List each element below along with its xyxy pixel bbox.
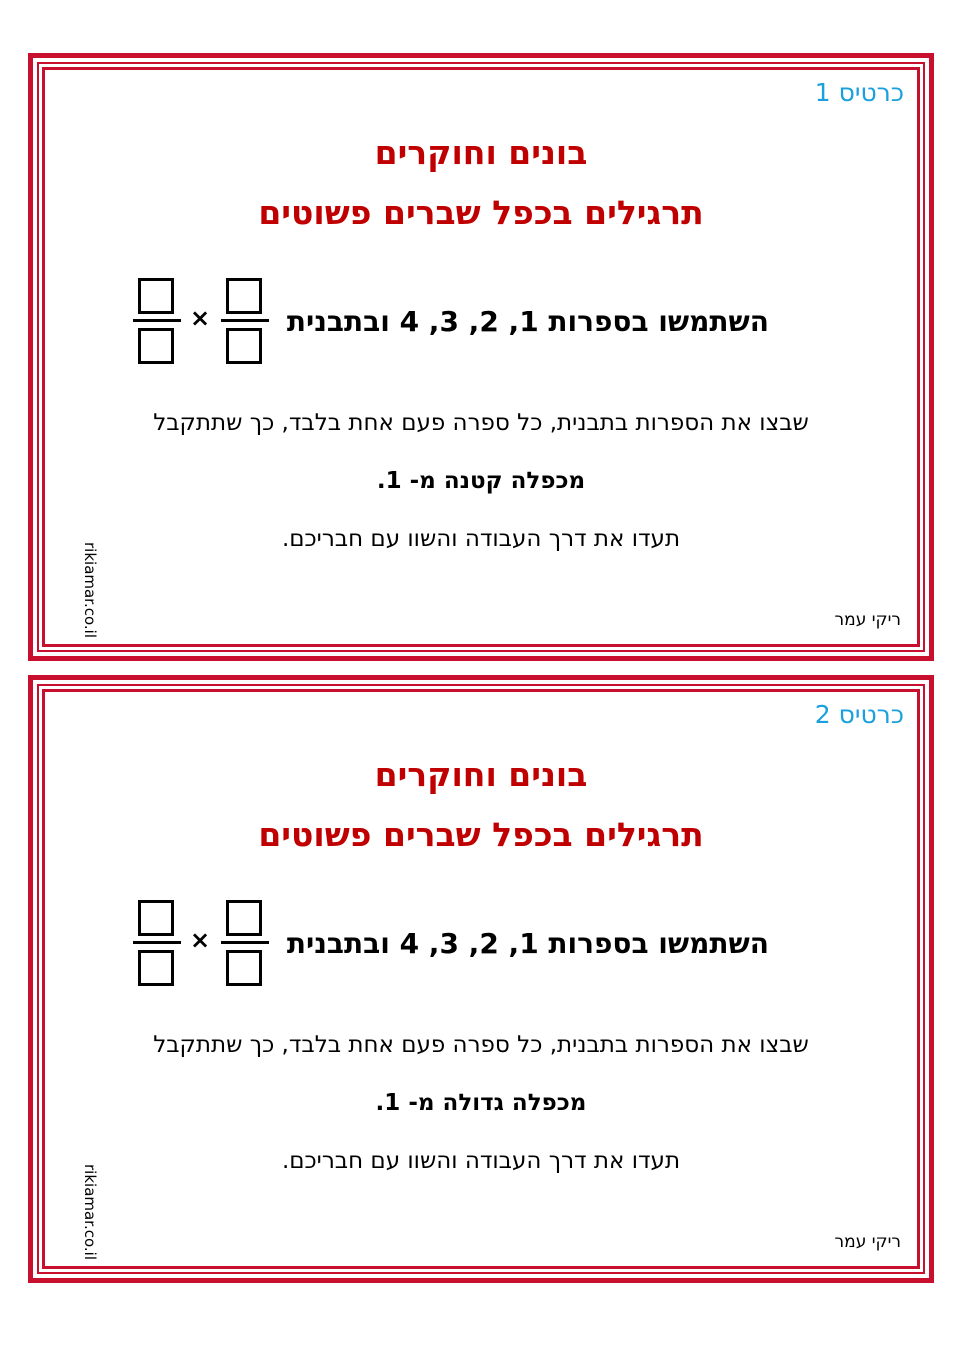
denominator-box xyxy=(226,950,262,986)
task-line-1: שבצו את הספרות בתבנית, כל ספרה פעם אחת בלבד, כך שתתקבל xyxy=(153,1032,809,1058)
times-symbol: × xyxy=(189,304,211,332)
card-subtitle: תרגילים בכפל שברים פשוטים xyxy=(258,193,704,232)
denominator-box xyxy=(138,328,174,364)
fraction-bar xyxy=(133,941,181,944)
task-line-2: מכפלה קטנה מ- 1. xyxy=(376,468,586,494)
fraction-template-left xyxy=(133,276,177,366)
fraction-bar xyxy=(133,319,181,322)
task-line-1: שבצו את הספרות בתבנית, כל ספרה פעם אחת בלבד, כך שתתקבל xyxy=(153,410,809,436)
card-title: בונים וחוקרים xyxy=(374,133,588,172)
fraction-bar xyxy=(221,941,269,944)
site-url: rikiamar.co.il xyxy=(81,1164,99,1261)
card-number: כרטיס 2 xyxy=(814,700,904,729)
task-line-2: מכפלה גדולה מ- 1. xyxy=(375,1090,587,1116)
fraction-template-left xyxy=(133,898,177,988)
site-url: rikiamar.co.il xyxy=(81,542,99,639)
fraction-template-right xyxy=(221,276,265,366)
card-subtitle: תרגילים בכפל שברים פשוטים xyxy=(258,815,704,854)
task-line-3: תעדו את דרך העבודה והשוו עם חבריכם. xyxy=(281,526,681,552)
denominator-box xyxy=(226,328,262,364)
task-line-3: תעדו את דרך העבודה והשוו עם חבריכם. xyxy=(281,1148,681,1174)
card-title: בונים וחוקרים xyxy=(374,755,588,794)
numerator-box xyxy=(138,900,174,936)
fraction-multiplication-template xyxy=(133,276,273,366)
fraction-template-right xyxy=(221,898,265,988)
card-number: כרטיס 1 xyxy=(814,78,904,107)
numerator-box xyxy=(138,278,174,314)
denominator-box xyxy=(138,950,174,986)
activity-card-1 xyxy=(28,53,934,661)
times-symbol: × xyxy=(189,926,211,954)
instruction-text: השתמשו בספרות 1, 2, 3, 4 ובתבנית xyxy=(286,927,769,960)
numerator-box xyxy=(226,278,262,314)
numerator-box xyxy=(226,900,262,936)
author-name: ריקי עמר xyxy=(834,610,901,630)
activity-card-2 xyxy=(28,675,934,1283)
author-name: ריקי עמר xyxy=(834,1232,901,1252)
fraction-bar xyxy=(221,319,269,322)
instruction-text: השתמשו בספרות 1, 2, 3, 4 ובתבנית xyxy=(286,305,769,338)
fraction-multiplication-template xyxy=(133,898,273,988)
